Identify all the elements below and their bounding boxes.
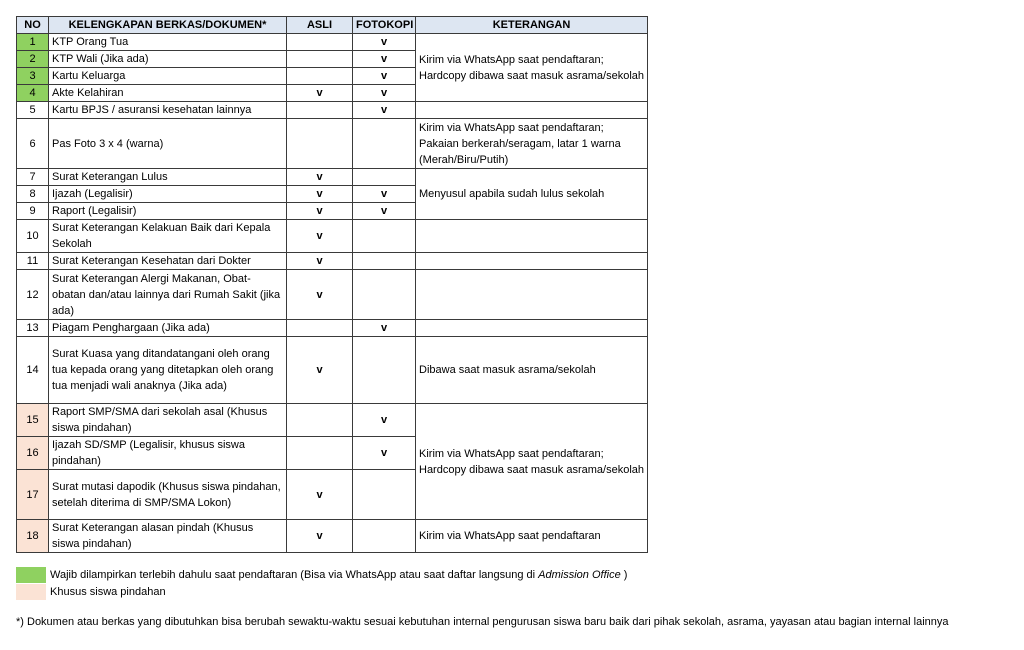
document-name: Surat Keterangan Lulus	[49, 169, 287, 186]
asli-mark: v	[287, 253, 353, 270]
fotokopi-mark: v	[353, 437, 416, 470]
legend-required	[16, 567, 628, 583]
row-number: 7	[17, 169, 49, 186]
asli-mark	[287, 34, 353, 51]
document-name: Surat mutasi dapodik (Khusus siswa pindahan, setelah diterima di SMP/SMA Lokon)	[49, 470, 287, 520]
fotokopi-mark: v	[353, 51, 416, 68]
asli-mark: v	[287, 470, 353, 520]
keterangan-cell	[416, 220, 648, 253]
document-name: KTP Orang Tua	[49, 34, 287, 51]
legend-green-swatch	[16, 567, 46, 583]
fotokopi-mark: v	[353, 34, 416, 51]
row-number: 16	[17, 437, 49, 470]
asli-mark	[287, 51, 353, 68]
keterangan-cell: Kirim via WhatsApp saat pendaftaran; Hardcopy dibawa saat masuk asrama/sekolah	[416, 404, 648, 520]
header-row	[17, 17, 648, 34]
asli-mark	[287, 404, 353, 437]
footnote: *) Dokumen atau berkas yang dibutuhkan bisa berubah sewaktu-waktu sesuai kebutuhan internal pengurusan siswa baru baik dari pihak sekolah, asrama, yayasan atau bagian internal lainnya	[16, 616, 949, 628]
fotokopi-mark	[353, 470, 416, 520]
document-name: Raport (Legalisir)	[49, 203, 287, 220]
fotokopi-mark: v	[353, 85, 416, 102]
fotokopi-mark	[353, 119, 416, 169]
row-number: 12	[17, 270, 49, 320]
row-number: 17	[17, 470, 49, 520]
document-name: Pas Foto 3 x 4 (warna)	[49, 119, 287, 169]
document-name: Ijazah SD/SMP (Legalisir, khusus siswa pindahan)	[49, 437, 287, 470]
document-name: Surat Keterangan Kesehatan dari Dokter	[49, 253, 287, 270]
table-row	[17, 337, 648, 404]
row-number: 11	[17, 253, 49, 270]
asli-mark: v	[287, 85, 353, 102]
row-number: 2	[17, 51, 49, 68]
table-row	[17, 270, 648, 320]
keterangan-cell: Menyusul apabila sudah lulus sekolah	[416, 169, 648, 220]
row-number: 4	[17, 85, 49, 102]
keterangan-cell	[416, 102, 648, 119]
keterangan-cell: Dibawa saat masuk asrama/sekolah	[416, 337, 648, 404]
row-number: 18	[17, 520, 49, 553]
fotokopi-mark	[353, 337, 416, 404]
row-number: 9	[17, 203, 49, 220]
document-name: Kartu Keluarga	[49, 68, 287, 85]
keterangan-cell	[416, 320, 648, 337]
table-row	[17, 520, 648, 553]
legend-transfer	[16, 584, 166, 600]
fotokopi-mark: v	[353, 68, 416, 85]
document-name: Surat Keterangan alasan pindah (Khusus siswa pindahan)	[49, 520, 287, 553]
asli-mark	[287, 119, 353, 169]
fotokopi-mark: v	[353, 404, 416, 437]
row-number: 5	[17, 102, 49, 119]
asli-mark	[287, 68, 353, 85]
row-number: 13	[17, 320, 49, 337]
asli-mark: v	[287, 337, 353, 404]
keterangan-cell: Kirim via WhatsApp saat pendaftaran; Hardcopy dibawa saat masuk asrama/sekolah	[416, 34, 648, 102]
table-row	[17, 320, 648, 337]
keterangan-cell: Kirim via WhatsApp saat pendaftaran; Pakaian berkerah/seragam, latar 1 warna (Merah/Biru/Putih)	[416, 119, 648, 169]
asli-mark	[287, 437, 353, 470]
table-row	[17, 253, 648, 270]
document-name: Kartu BPJS / asuransi kesehatan lainnya	[49, 102, 287, 119]
asli-mark: v	[287, 270, 353, 320]
document-name: Ijazah (Legalisir)	[49, 186, 287, 203]
document-name: Surat Keterangan Alergi Makanan, Obat-obatan dan/atau lainnya dari Rumah Sakit (jika ada)	[49, 270, 287, 320]
keterangan-cell: Kirim via WhatsApp saat pendaftaran	[416, 520, 648, 553]
keterangan-cell	[416, 253, 648, 270]
document-name: KTP Wali (Jika ada)	[49, 51, 287, 68]
table-row	[17, 119, 648, 169]
legend-pink-swatch	[16, 584, 46, 600]
row-number: 1	[17, 34, 49, 51]
document-name: Akte Kelahiran	[49, 85, 287, 102]
fotokopi-mark	[353, 270, 416, 320]
asli-mark: v	[287, 169, 353, 186]
document-name: Surat Kuasa yang ditandatangani oleh orang tua kepada orang yang ditetapkan oleh orang tua menjadi wali anaknya (Jika ada)	[49, 337, 287, 404]
header-fotokopi: FOTOKOPI	[353, 17, 416, 34]
fotokopi-mark	[353, 520, 416, 553]
header-keterangan: KETERANGAN	[416, 17, 648, 34]
header-no: NO	[17, 17, 49, 34]
table-row	[17, 169, 648, 186]
table-row	[17, 34, 648, 51]
fotokopi-mark: v	[353, 320, 416, 337]
asli-mark: v	[287, 203, 353, 220]
fotokopi-mark: v	[353, 203, 416, 220]
fotokopi-mark	[353, 220, 416, 253]
document-name: Piagam Penghargaan (Jika ada)	[49, 320, 287, 337]
asli-mark	[287, 102, 353, 119]
asli-mark	[287, 320, 353, 337]
row-number: 6	[17, 119, 49, 169]
table-row	[17, 404, 648, 437]
document-name: Surat Keterangan Kelakuan Baik dari Kepala Sekolah	[49, 220, 287, 253]
table-row	[17, 102, 648, 119]
row-number: 3	[17, 68, 49, 85]
row-number: 10	[17, 220, 49, 253]
fotokopi-mark: v	[353, 102, 416, 119]
row-number: 14	[17, 337, 49, 404]
legend-required-text: Wajib dilampirkan terlebih dahulu saat pendaftaran (Bisa via WhatsApp atau saat daftar langsung di Admission Office )	[50, 569, 628, 581]
document-name: Raport SMP/SMA dari sekolah asal (Khusus siswa pindahan)	[49, 404, 287, 437]
document-checklist-table	[16, 16, 648, 553]
row-number: 8	[17, 186, 49, 203]
asli-mark: v	[287, 520, 353, 553]
legend-transfer-text: Khusus siswa pindahan	[50, 586, 166, 598]
table-row	[17, 220, 648, 253]
asli-mark: v	[287, 220, 353, 253]
fotokopi-mark	[353, 253, 416, 270]
header-item: KELENGKAPAN BERKAS/DOKUMEN*	[49, 17, 287, 34]
row-number: 15	[17, 404, 49, 437]
keterangan-cell	[416, 270, 648, 320]
fotokopi-mark: v	[353, 186, 416, 203]
fotokopi-mark	[353, 169, 416, 186]
header-asli: ASLI	[287, 17, 353, 34]
asli-mark: v	[287, 186, 353, 203]
